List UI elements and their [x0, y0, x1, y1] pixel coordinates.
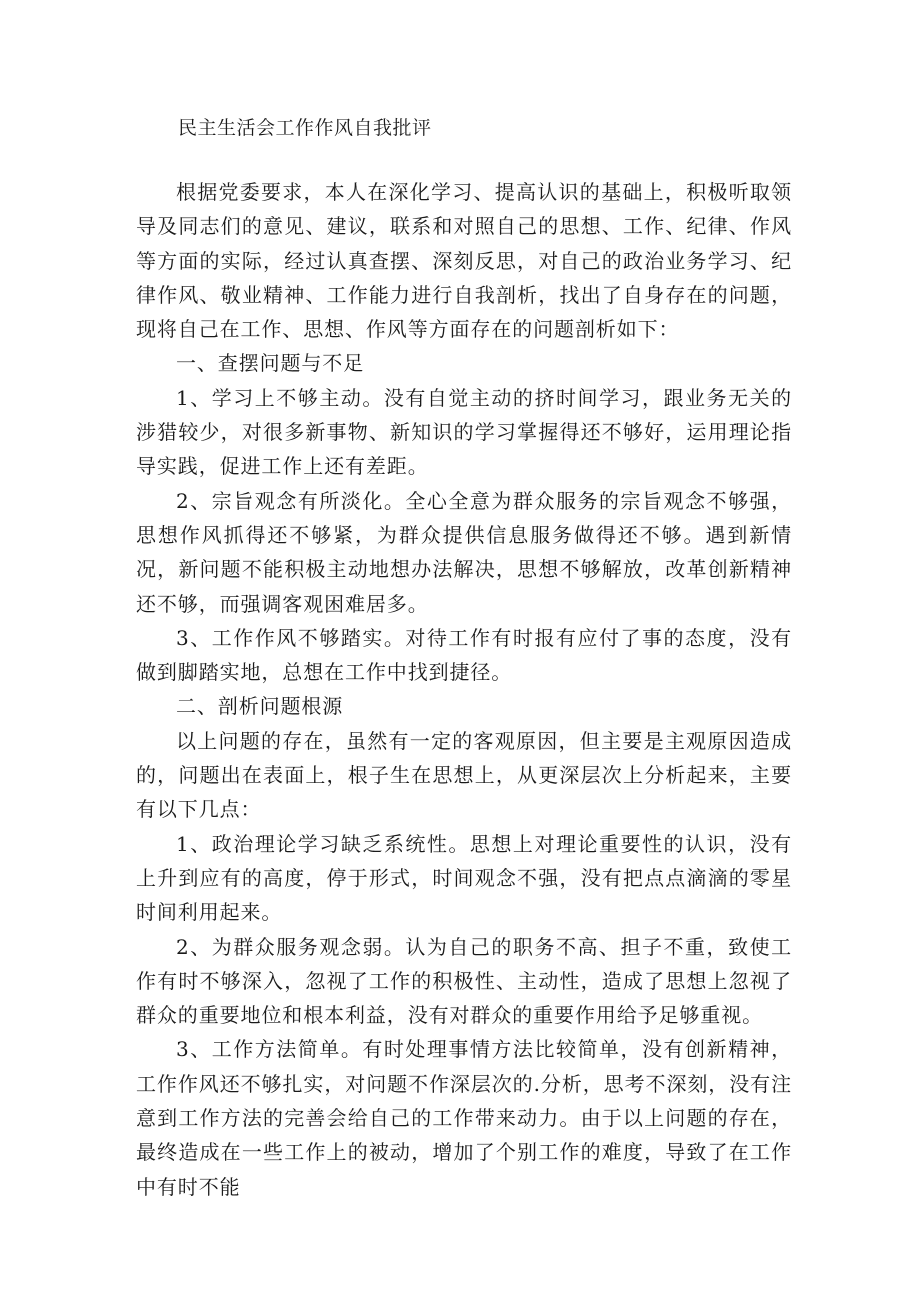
problem-item-3: 3、工作作风不够踏实。对待工作有时报有应付了事的态度，没有做到脚踏实地，总想在工作中找到捷径。	[136, 625, 792, 685]
problem-item-1: 1、学习上不够主动。没有自觉主动的挤时间学习，跟业务无关的涉猎较少，对很多新事物、新知识的学习掌握得还不够好，运用理论指导实践，促进工作上还有差距。	[136, 385, 792, 479]
problem-item-2: 2、宗旨观念有所淡化。全心全意为群众服务的宗旨观念不够强，思想作风抓得还不够紧，为群众提供信息服务做得还不够。遇到新情况，新问题不能积极主动地想办法解决，思想不够解放，改革创新精神还不够，而强调客观困难居多。	[136, 488, 792, 616]
analysis-item-3: 3、工作方法简单。有时处理事情方法比较简单，没有创新精神，工作作风还不够扎实，对问题不作深层次的.分析，思考不深刻，没有注意到工作方法的完善会给自己的工作带来动力。由于以上问题的存在，最终造成在一些工作上的被动，增加了个别工作的难度，导致了在工作中有时不能	[136, 1037, 792, 1199]
section-heading-analysis: 二、剖析问题根源	[176, 694, 344, 719]
document-title: 民主生活会工作作风自我批评	[178, 117, 432, 139]
analysis-item-2: 2、为群众服务观念弱。认为自己的职务不高、担子不重，致使工作有时不够深入，忽视了工作的积极性、主动性，造成了思想上忽视了群众的重要地位和根本利益，没有对群众的重要作用给予足够重视。	[136, 934, 792, 1028]
section-heading-problems: 一、查摆问题与不足	[176, 351, 365, 376]
intro-paragraph: 根据党委要求，本人在深化学习、提高认识的基础上，积极听取领导及同志们的意见、建议，联系和对照自己的思想、工作、纪律、作风等方面的实际，经过认真查摆、深刻反思，对自己的政治业务学习、纪律作风、敬业精神、工作能力进行自我剖析，找出了自身存在的问题，现将自己在工作、思想、作风等方面存在的问题剖析如下：	[136, 180, 792, 342]
analysis-intro-paragraph: 以上问题的存在，虽然有一定的客观原因，但主要是主观原因造成的，问题出在表面上，根子生在思想上，从更深层次上分析起来，主要有以下几点：	[136, 728, 792, 822]
document-body	[136, 175, 792, 1204]
analysis-item-1: 1、政治理论学习缺乏系统性。思想上对理论重要性的认识，没有上升到应有的高度，停于形式，时间观念不强，没有把点点滴滴的零星时间利用起来。	[136, 831, 792, 925]
